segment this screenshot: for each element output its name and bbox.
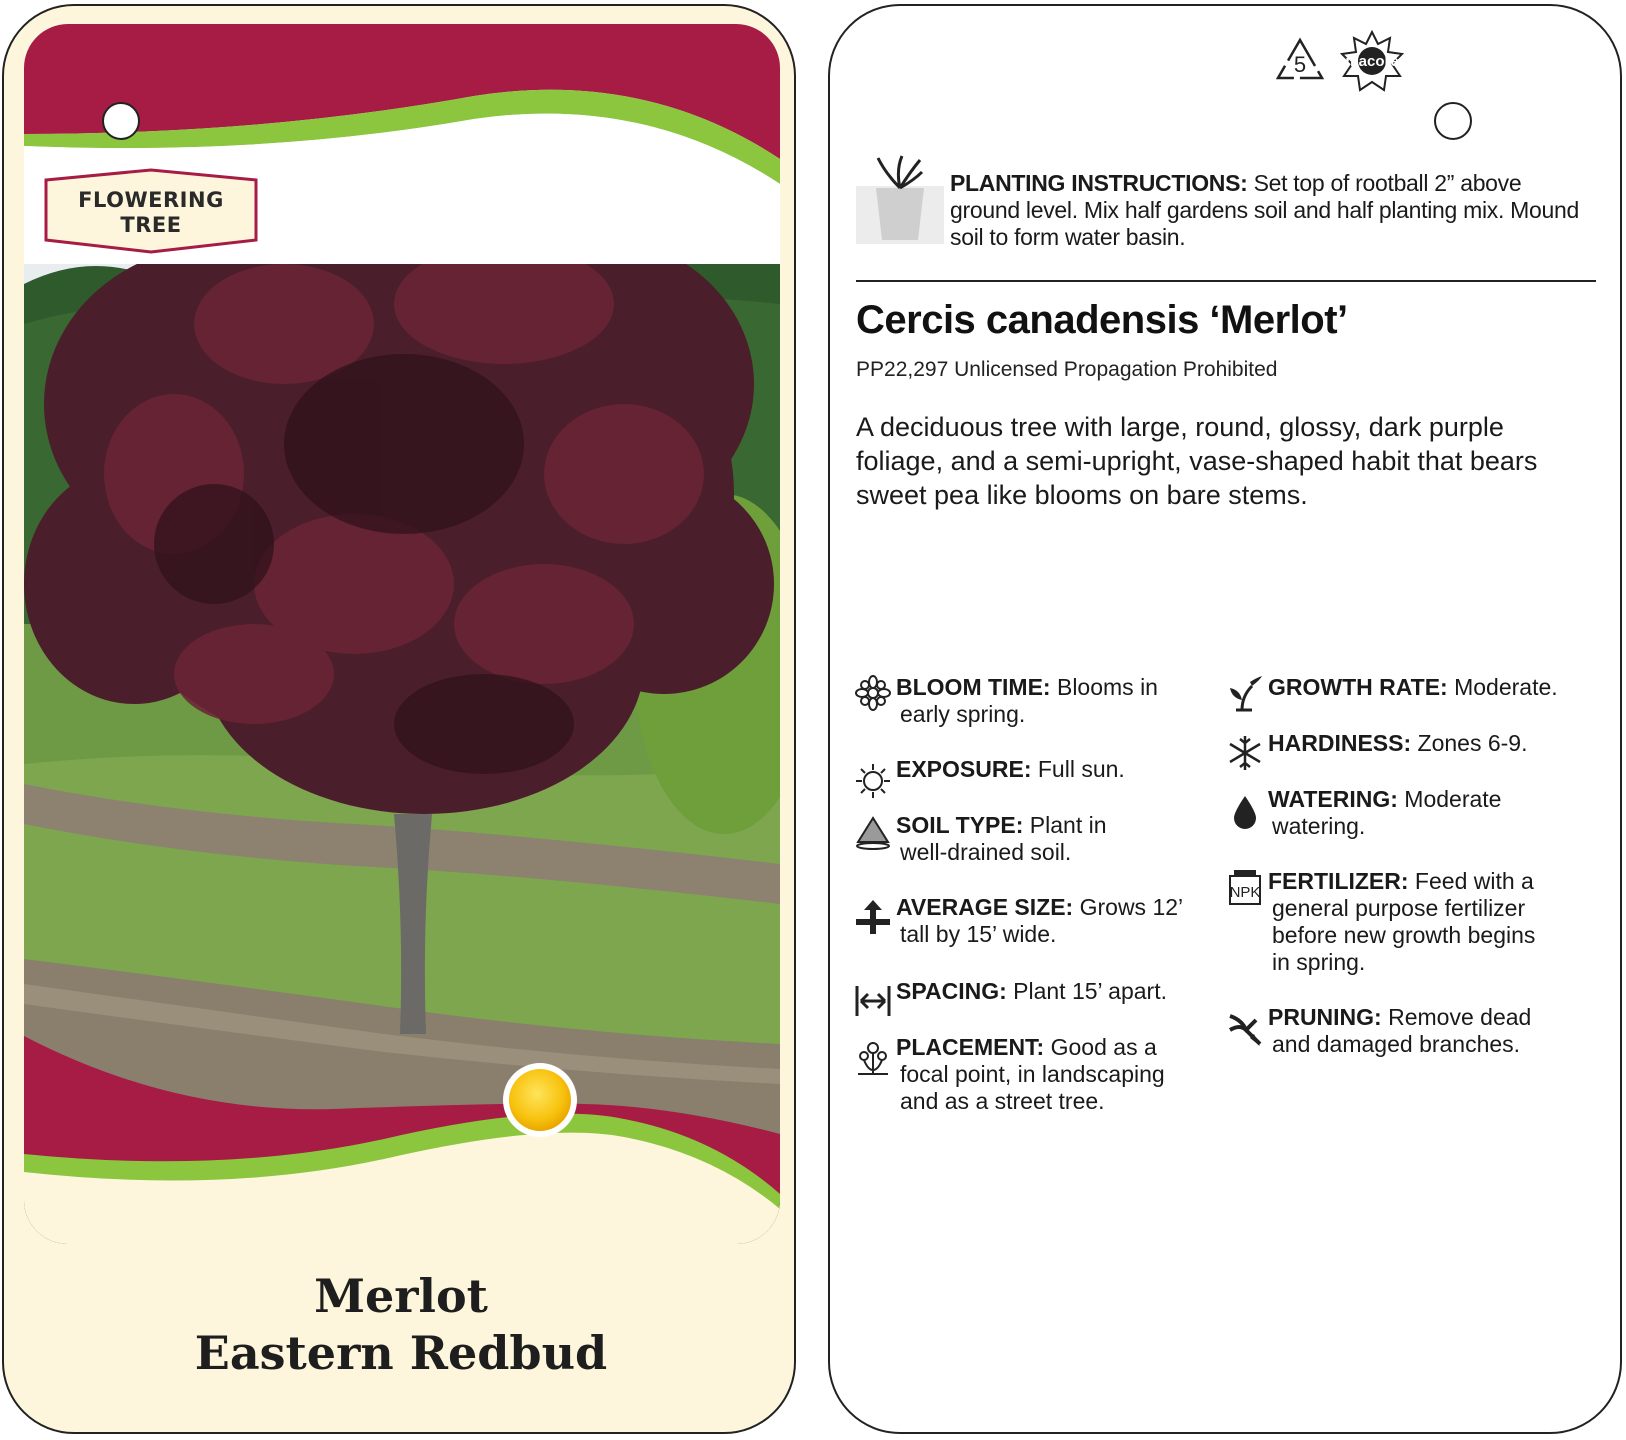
attr-value-cont: general purpose fertilizer (1272, 895, 1526, 921)
attr-value: Remove dead (1381, 1004, 1532, 1030)
macore-logo (1338, 30, 1406, 92)
seedling-icon (1226, 674, 1264, 712)
attr-label: EXPOSURE: (896, 756, 1032, 782)
planting-instructions (950, 170, 1590, 251)
hang-hole-icon (1434, 102, 1472, 140)
section-divider (856, 280, 1596, 282)
attr-value: Plant in (1023, 812, 1107, 838)
attr-label: AVERAGE SIZE: (896, 894, 1074, 920)
attr-hardiness (1268, 730, 1527, 757)
planting-label: PLANTING INSTRUCTIONS: (950, 170, 1248, 196)
attr-value: Moderate. (1447, 674, 1558, 700)
attr-pruning (1268, 1004, 1531, 1058)
attr-value-cont: and as a street tree. (900, 1088, 1105, 1114)
attr-value-cont: in spring. (1272, 949, 1366, 975)
back-tag (828, 4, 1622, 1434)
attr-label: HARDINESS: (1268, 730, 1412, 756)
attr-value: Zones 6-9. (1411, 730, 1528, 756)
attr-value-cont: watering. (1272, 813, 1366, 839)
attr-fertilizer (1229, 868, 1536, 976)
tree-size-icon (854, 898, 892, 936)
attr-label: SOIL TYPE: (896, 812, 1024, 838)
badge-line-2: TREE (120, 213, 182, 237)
attr-bloom-time (896, 674, 1158, 728)
hang-hole-icon (102, 102, 140, 140)
planting-text: Set top of rootball 2” above ground level. Mix half gardens soil and half planting mix. Mound soil to form water basin. (950, 170, 1580, 250)
brand-text: macore (1345, 53, 1399, 70)
common-name-line-2: Eastern Redbud (194, 1326, 608, 1380)
attr-value: Blooms in (1050, 674, 1158, 700)
attr-label: PRUNING: (1268, 1004, 1382, 1030)
patent-notice: PP22,297 Unlicensed Propagation Prohibited (856, 358, 1278, 381)
snowflake-icon (1226, 734, 1264, 772)
attr-average-size (896, 894, 1183, 948)
npk-icon (1226, 868, 1264, 906)
attr-value: Good as a (1044, 1034, 1157, 1060)
attr-spacing (896, 978, 1167, 1005)
attr-value: Grows 12’ (1073, 894, 1184, 920)
attr-value-cont: early spring. (900, 701, 1026, 727)
attr-label: WATERING: (1268, 786, 1398, 812)
attr-placement (896, 1034, 1165, 1115)
attr-label: BLOOM TIME: (896, 674, 1051, 700)
flower-icon (854, 674, 892, 712)
attr-label: FERTILIZER: (1268, 868, 1409, 894)
attr-soil-type (896, 812, 1107, 866)
sun-icon (854, 762, 892, 800)
common-name (4, 1268, 796, 1382)
full-sun-icon (500, 1060, 580, 1140)
attr-value-cont: well-drained soil. (900, 839, 1072, 865)
pruners-icon (1226, 1010, 1264, 1048)
badge-line-1: FLOWERING (78, 188, 224, 212)
placement-icon (854, 1038, 892, 1076)
planting-pot-icon (856, 154, 944, 246)
plant-description: A deciduous tree with large, round, glossy, dark purple foliage, and a semi-upright, vase-shaped habit that bears sweet pea like blooms on bare stems. (856, 412, 1538, 510)
scientific-name: Cercis canadensis ‘Merlot’ (856, 298, 1348, 342)
attr-value-cont: and damaged branches. (1272, 1031, 1521, 1057)
attr-value-cont: before new growth begins (1272, 922, 1536, 948)
recycle-code: 5 (1293, 52, 1307, 77)
attr-value: Full sun. (1031, 756, 1125, 782)
common-name-line-1: Merlot (314, 1269, 488, 1323)
attr-label: GROWTH RATE: (1268, 674, 1448, 700)
attr-label: SPACING: (896, 978, 1007, 1004)
attr-value: Plant 15’ apart. (1006, 978, 1167, 1004)
recycle-icon (1274, 36, 1326, 84)
category-badge (38, 168, 264, 258)
attr-value-cont: tall by 15’ wide. (900, 921, 1057, 947)
front-tag (2, 4, 796, 1434)
water-drop-icon (1226, 794, 1264, 832)
attr-value-cont: focal point, in landscaping (900, 1061, 1165, 1087)
soil-icon (854, 812, 892, 850)
attr-growth-rate (1268, 674, 1558, 701)
attr-watering (1268, 786, 1501, 840)
attr-value: Moderate (1397, 786, 1502, 812)
attr-exposure (896, 756, 1125, 783)
attr-value: Feed with a (1408, 868, 1534, 894)
spacing-arrows-icon (854, 982, 892, 1020)
attr-label: PLACEMENT: (896, 1034, 1045, 1060)
npk-text: NPK (1229, 884, 1261, 901)
